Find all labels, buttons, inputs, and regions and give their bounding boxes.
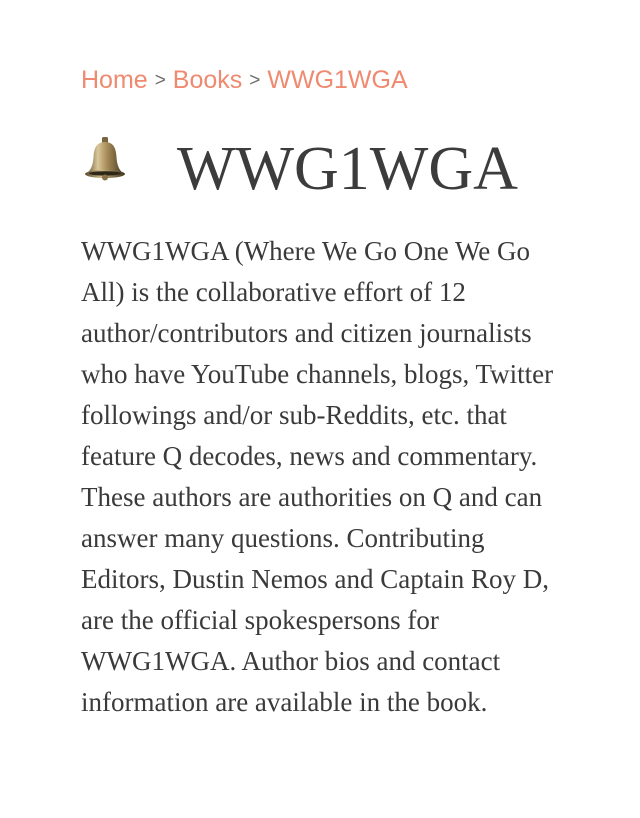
breadcrumb-separator: > xyxy=(154,70,166,91)
breadcrumb-link-home[interactable]: Home xyxy=(81,66,148,94)
breadcrumb-separator: > xyxy=(249,70,261,91)
breadcrumb-link-books[interactable]: Books xyxy=(172,66,243,94)
page-title: WWG1WGA xyxy=(177,135,518,203)
book-description: WWG1WGA (Where We Go One We Go All) is the collaborative effort of 12 author/contributors and citizen journalists who have YouTube channels, blogs, Twitter followings and/or sub-Reddits, etc. that feature Q decodes, news and commentary. These authors are authorities on Q and can answer many questions. Contributing Editors, Dustin Nemos and Captain Roy D, are the official spokespersons for WWG1WGA. Author bios and contact information are available in the book. xyxy=(81,236,554,717)
breadcrumb xyxy=(81,64,560,99)
page-header xyxy=(81,129,560,221)
breadcrumb-link-current[interactable]: WWG1WGA xyxy=(267,66,408,94)
bell-icon xyxy=(81,135,129,183)
